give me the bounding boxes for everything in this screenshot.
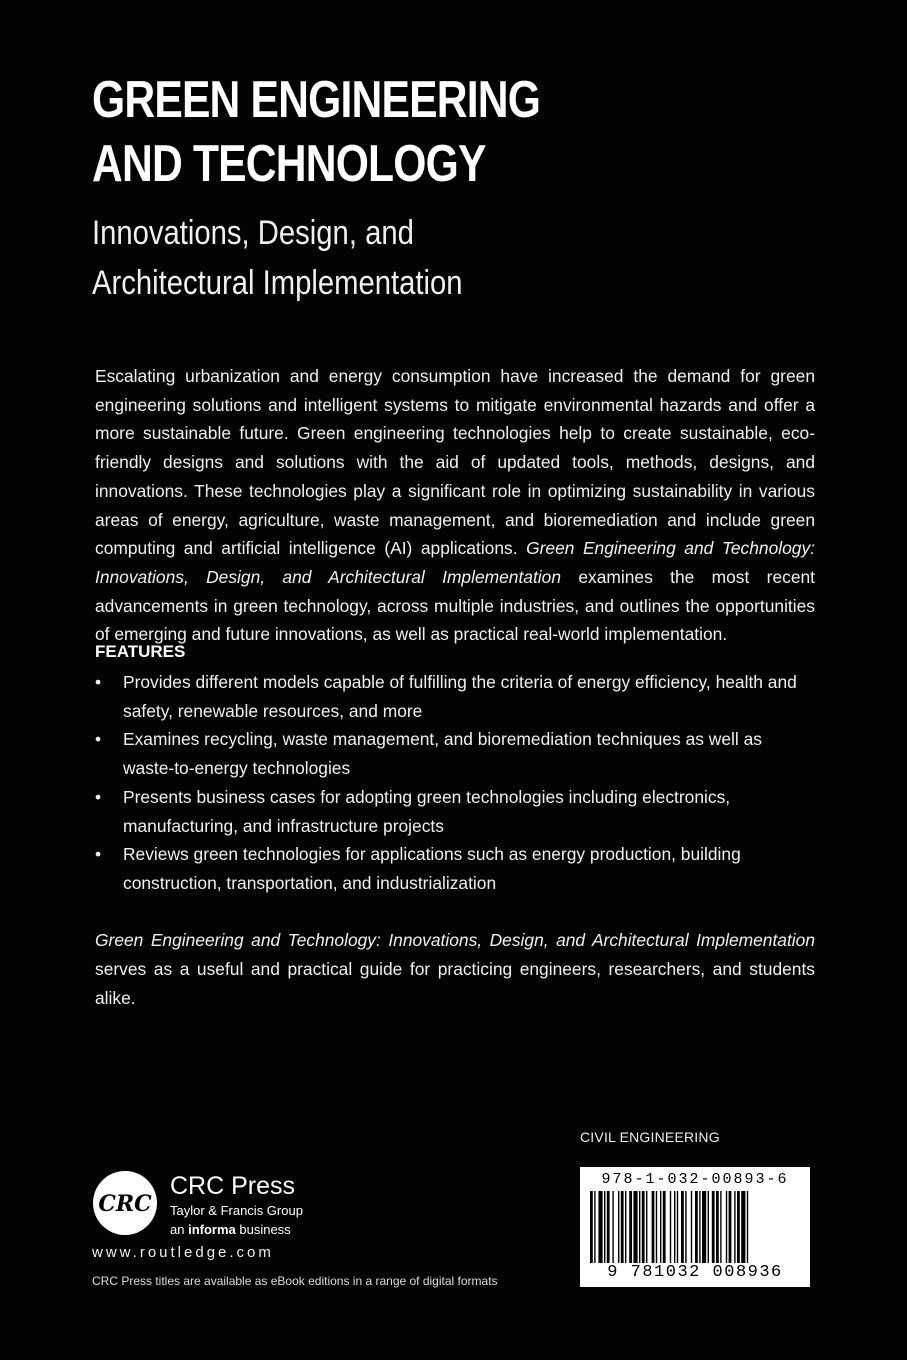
publisher-website: www.routledge.com <box>92 1244 274 1261</box>
barcode-icon <box>588 1191 802 1263</box>
subject-category: CIVIL ENGINEERING <box>580 1129 720 1145</box>
book-subtitle <box>92 208 608 308</box>
isbn-top-label: 978-1-032-00893-6 <box>601 1171 789 1188</box>
isbn-bottom-label: 9 781032 008936 <box>607 1263 783 1282</box>
feature-item <box>95 668 815 725</box>
business-prefix: an <box>170 1222 189 1237</box>
bullet-icon: • <box>95 672 102 692</box>
book-title-line-2: AND TECHNOLOGY <box>92 135 486 193</box>
bullet-icon: • <box>95 844 102 865</box>
features-heading: FEATURES <box>95 642 186 661</box>
business-suffix: business <box>235 1222 291 1237</box>
feature-item <box>95 840 815 897</box>
closing-book-title: Green Engineering and Technology: Innovations, Design, and Architectural Implementation <box>95 930 815 950</box>
description-text-1: Escalating urbanization and energy consumption have increased the demand for green engineering solutions and intelligent systems to mitigate environmental hazards and offer a more sustainable future. Green engineering technologies help to create sustainable, eco-friendly designs and solutions with the aid of updated tools, methods, designs, and innovations. These technologies play a significant role in optimizing sustainability in various areas of energy, agriculture, waste management, and bioremediation and include green computing and artificial intelligence (AI) applications. <box>95 366 815 559</box>
feature-item <box>95 725 815 782</box>
bullet-icon: • <box>95 729 102 750</box>
feature-text: Provides different models capable of fulfilling the criteria of energy efficiency, health and safety, renewable resources, and more <box>123 672 797 721</box>
crc-logo-text: CRC <box>98 1191 152 1217</box>
feature-text: Examines recycling, waste management, and bioremediation techniques as well as waste-to-energy technologies <box>123 729 762 779</box>
description-text-2: examines the most recent advancements in green technology, across multiple industries, and outlines the opportunities of emerging and future innovations, as well as practical real-world implementation. <box>95 566 815 645</box>
crc-logo-icon <box>92 1170 158 1236</box>
business-bold: informa <box>188 1222 236 1237</box>
book-subtitle-line-2: Architectural Implementation <box>92 264 463 302</box>
publisher-group: Taylor & Francis Group <box>170 1203 303 1218</box>
isbn-barcode <box>580 1167 810 1287</box>
features-list <box>95 668 815 898</box>
feature-item <box>95 783 815 840</box>
book-description <box>95 362 815 649</box>
feature-text: Reviews green technologies for applications such as energy production, building construction, transportation, and industrialization <box>123 844 741 893</box>
bullet-icon: • <box>95 786 102 807</box>
closing-text: serves as a useful and practical guide for practicing engineers, researchers, and students alike. <box>95 959 815 1008</box>
feature-text: Presents business cases for adopting green technologies including electronics, manufacturing, and infrastructure projects <box>123 786 731 836</box>
closing-paragraph <box>95 926 815 1013</box>
book-subtitle-line-1: Innovations, Design, and <box>92 214 414 252</box>
publisher-business-line <box>170 1222 291 1237</box>
publisher-name: CRC Press <box>170 1172 296 1200</box>
description-book-title: Green Engineering and Technology: Innovations, Design, and Architectural Implementation <box>95 538 815 587</box>
book-title <box>92 68 682 196</box>
book-title-line-1: GREEN ENGINEERING <box>92 71 541 129</box>
ebook-note: CRC Press titles are available as eBook editions in a range of digital formats <box>92 1274 498 1288</box>
